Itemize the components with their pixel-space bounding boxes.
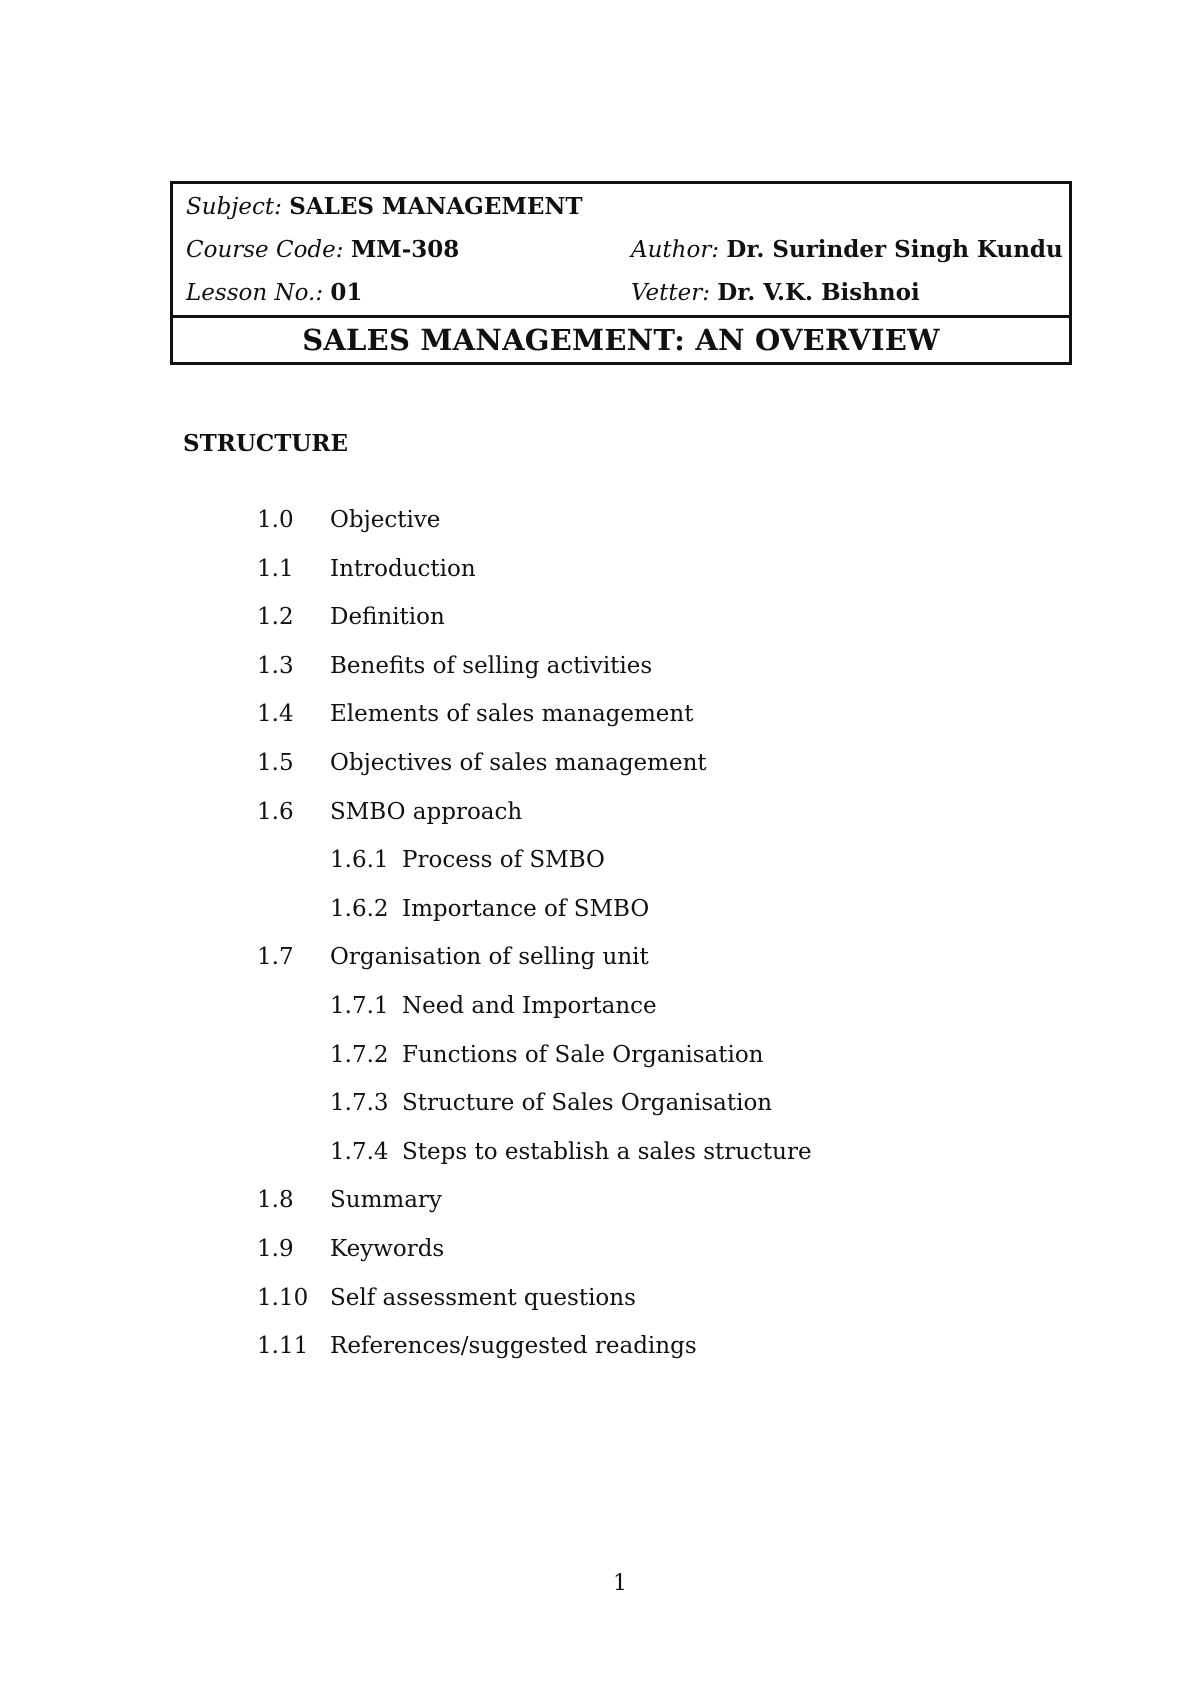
structure-item-number: 1.7 <box>257 944 294 971</box>
vetter-label: Vetter: <box>631 280 710 306</box>
structure-item-number: 1.11 <box>257 1333 309 1360</box>
lesson-title-row <box>173 318 1069 362</box>
vetter-value: Dr. V.K. Bishnoi <box>717 279 920 306</box>
structure-item-number: 1.0 <box>257 507 294 533</box>
structure-item-number: 1.3 <box>257 652 294 679</box>
structure-item-text: Structure of Sales Organisation <box>402 1090 773 1117</box>
course-code-label: Course Code: <box>186 237 344 263</box>
structure-item-number: 1.5 <box>257 750 294 776</box>
structure-item-text: Benefits of selling activities <box>330 652 653 679</box>
structure-item-number: 1.6.1 <box>330 847 389 874</box>
structure-item-text: Keywords <box>330 1236 445 1262</box>
lesson-number-label: Lesson No.: <box>186 280 324 306</box>
structure-item-number: 1.7.3 <box>330 1090 389 1117</box>
structure-item-text: Functions of Sale Organisation <box>402 1041 764 1068</box>
lesson-metadata <box>173 184 1069 318</box>
structure-item-number: 1.9 <box>257 1236 294 1262</box>
structure-item-text: Organisation of selling unit <box>330 944 649 971</box>
structure-item-text: Importance of SMBO <box>402 895 650 922</box>
structure-item-number: 1.6.2 <box>330 895 389 922</box>
subject-line <box>186 193 582 221</box>
author-value: Dr. Surinder Singh Kundu <box>726 236 1063 263</box>
structure-item-number: 1.10 <box>257 1284 309 1311</box>
course-code-line <box>186 236 459 264</box>
page-number: 1 <box>613 1571 627 1596</box>
lesson-title: SALES MANAGEMENT: AN OVERVIEW <box>302 323 940 357</box>
structure-item-number: 1.7.2 <box>330 1041 389 1068</box>
structure-item-text: Self assessment questions <box>330 1284 636 1311</box>
subject-value: SALES MANAGEMENT <box>289 193 583 220</box>
structure-item-text: Elements of sales management <box>330 701 694 728</box>
structure-item-text: Need and Importance <box>402 993 657 1019</box>
structure-item-number: 1.8 <box>257 1187 294 1214</box>
structure-item-text: Introduction <box>330 555 476 582</box>
author-line <box>631 236 1063 264</box>
structure-item-text: Process of SMBO <box>402 847 605 874</box>
structure-item-text: References/suggested readings <box>330 1333 697 1360</box>
lesson-number-line <box>186 279 362 307</box>
subject-label: Subject: <box>186 194 282 220</box>
structure-item-number: 1.6 <box>257 798 294 825</box>
structure-item-text: SMBO approach <box>330 798 523 825</box>
structure-item-text: Objectives of sales management <box>330 750 707 776</box>
structure-item-number: 1.1 <box>257 555 294 582</box>
structure-item-number: 1.7.1 <box>330 993 389 1019</box>
structure-heading: STRUCTURE <box>183 430 349 457</box>
course-code-value: MM-308 <box>350 236 460 263</box>
structure-item-number: 1.2 <box>257 604 294 631</box>
author-label: Author: <box>631 237 720 263</box>
structure-item-text: Summary <box>330 1187 442 1214</box>
structure-item-number: 1.4 <box>257 701 294 728</box>
vetter-line <box>631 279 920 307</box>
lesson-number-value: 01 <box>330 279 363 306</box>
structure-item-text: Definition <box>330 604 445 631</box>
lesson-header-box <box>170 181 1072 365</box>
structure-item-text: Steps to establish a sales structure <box>402 1138 812 1165</box>
structure-item-number: 1.7.4 <box>330 1138 389 1165</box>
structure-item-text: Objective <box>330 507 441 533</box>
